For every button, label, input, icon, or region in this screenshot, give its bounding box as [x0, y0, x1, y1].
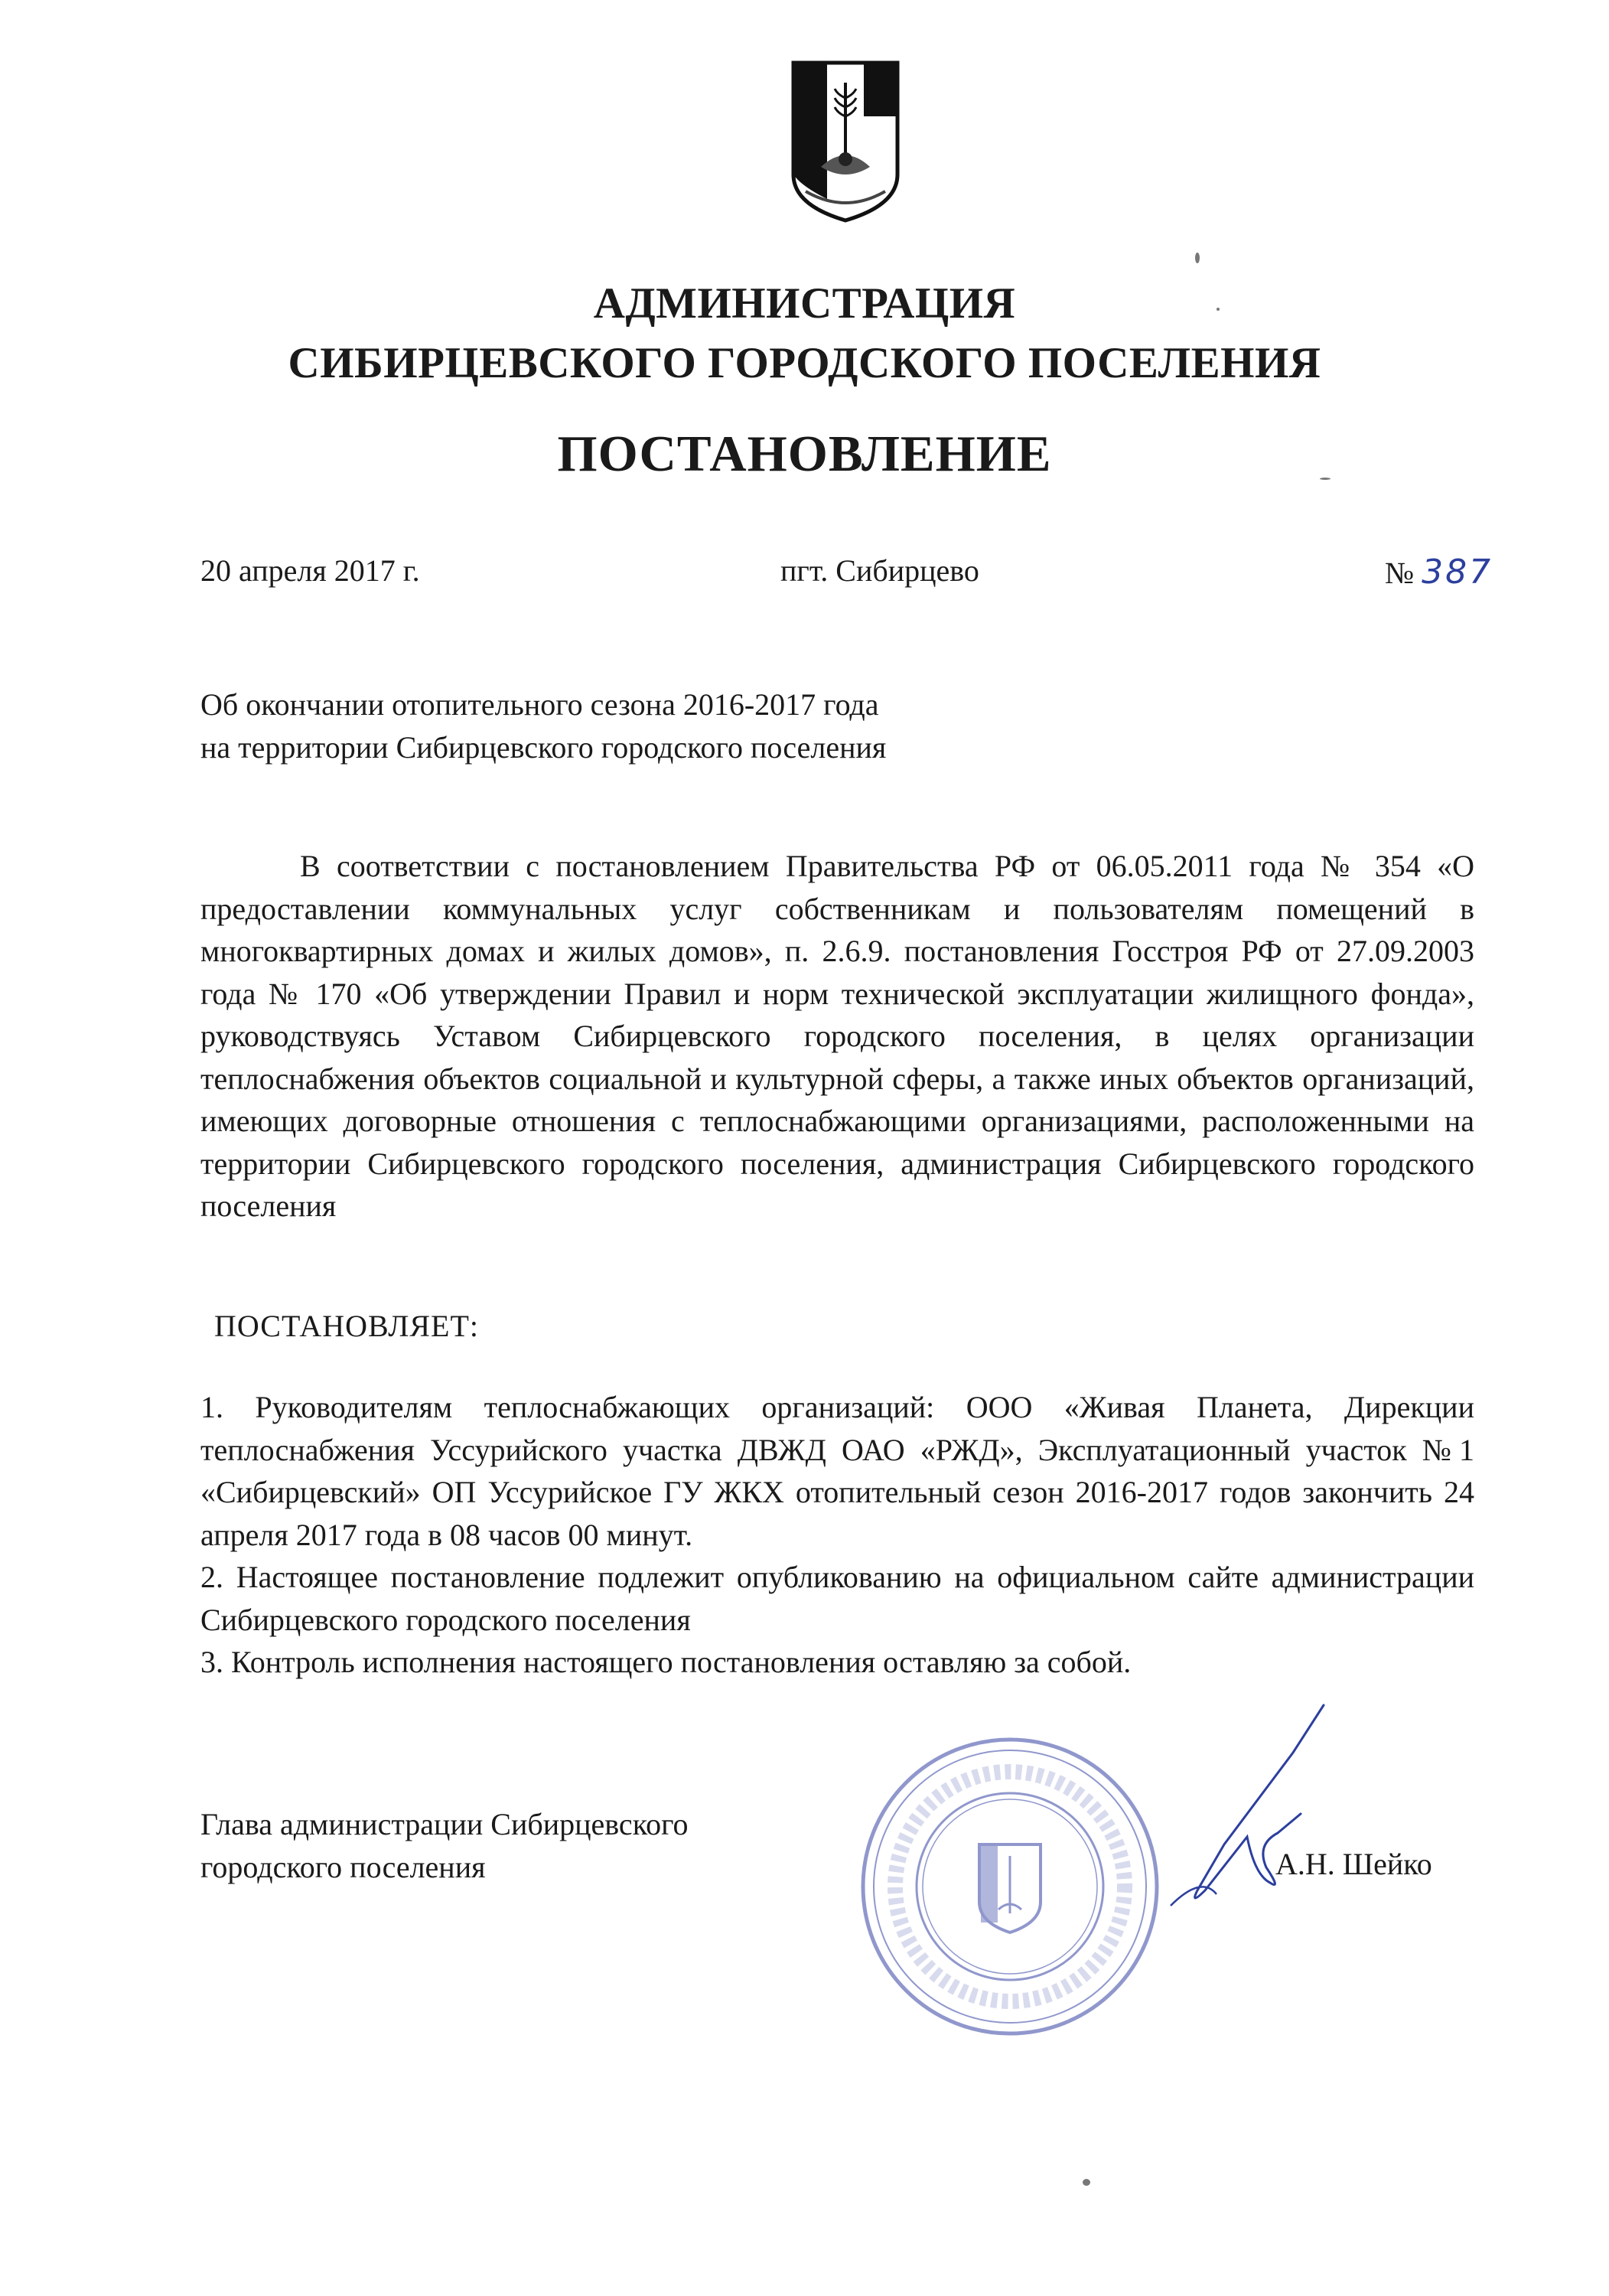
- preamble-paragraph: В соответствии с постановлением Правительства РФ от 06.05.2011 года № 354 «О предоставлении коммунальных услуг собственникам и пользователям помещений в многоквартирных домах и жилых домов», п. 2.6.9. постановления Госстроя РФ от 27.09.2003 года № 170 «Об утверждении Правил и норм технической эксплуатации жилищного фонда», руководствуясь Уставом Сибирцевского городского поселения, в целях организации теплоснабжения объектов социальной и культурной сферы, а также иных объектов организаций, имеющих договорные отношения с теплоснабжающими организациями, расположенными на территории Сибирцевского городского поселения, администрация Сибирцевского городского поселения: [200, 849, 1474, 1223]
- authority-line-2: СИБИРЦЕВСКОГО ГОРОДСКОГО ПОСЕЛЕНИЯ: [288, 339, 1321, 387]
- position-line-1: Глава администрации Сибирцевского: [200, 1807, 689, 1841]
- resolution-item-1: 1. Руководителям теплоснабжающих организаций: ООО «Живая Планета, Дирекции теплоснабжения Уссурийского участка ДВЖД ОАО «РЖД», Эксплуатационный участок №1 «Сибирцевский» ОП Уссурийское ГУ ЖКХ отопительный сезон 2016-2017 годов закончить 24 апреля 2017 года в 08 часов 00 минут.: [200, 1390, 1474, 1552]
- scan-speck: [1217, 308, 1220, 311]
- document-date: 20 апреля 2017 г.: [200, 553, 420, 588]
- position-line-2: городского поселения: [200, 1850, 486, 1884]
- handwritten-number: 387: [1422, 553, 1493, 592]
- authority-title: [0, 274, 1609, 393]
- resolves-heading: ПОСТАНОВЛЯЕТ:: [214, 1309, 479, 1343]
- number-label: №: [1385, 556, 1415, 590]
- subject-line-1: Об окончании отопительного сезона 2016-2017 года: [200, 687, 879, 722]
- authority-line-1: АДМИНИСТРАЦИЯ: [593, 279, 1016, 328]
- resolution-item-2: 2. Настоящее постановление подлежит опубликованию на официальном сайте администрации Сибирцевского городского поселения: [200, 1560, 1474, 1637]
- scan-speck: [1083, 2179, 1090, 2186]
- document-number: [1385, 553, 1493, 592]
- resolution-items: [200, 1386, 1474, 1684]
- coat-of-arms-emblem: [790, 60, 901, 224]
- signatory-name: А.Н. Шейко: [1275, 1847, 1432, 1881]
- handwritten-signature: [1018, 1699, 1339, 1921]
- document-type-title: ПОСТАНОВЛЕНИЕ: [557, 426, 1052, 482]
- signatory-position: [200, 1803, 689, 1889]
- document-place: пгт. Сибирцево: [780, 553, 979, 588]
- scan-speck: [1195, 253, 1200, 263]
- document-subject: [200, 683, 1119, 769]
- subject-line-2: на территории Сибирцевского городского поселения: [200, 730, 887, 765]
- scan-speck: [1320, 478, 1331, 480]
- resolution-item-3: 3. Контроль исполнения настоящего постановления оставляю за собой.: [200, 1645, 1132, 1679]
